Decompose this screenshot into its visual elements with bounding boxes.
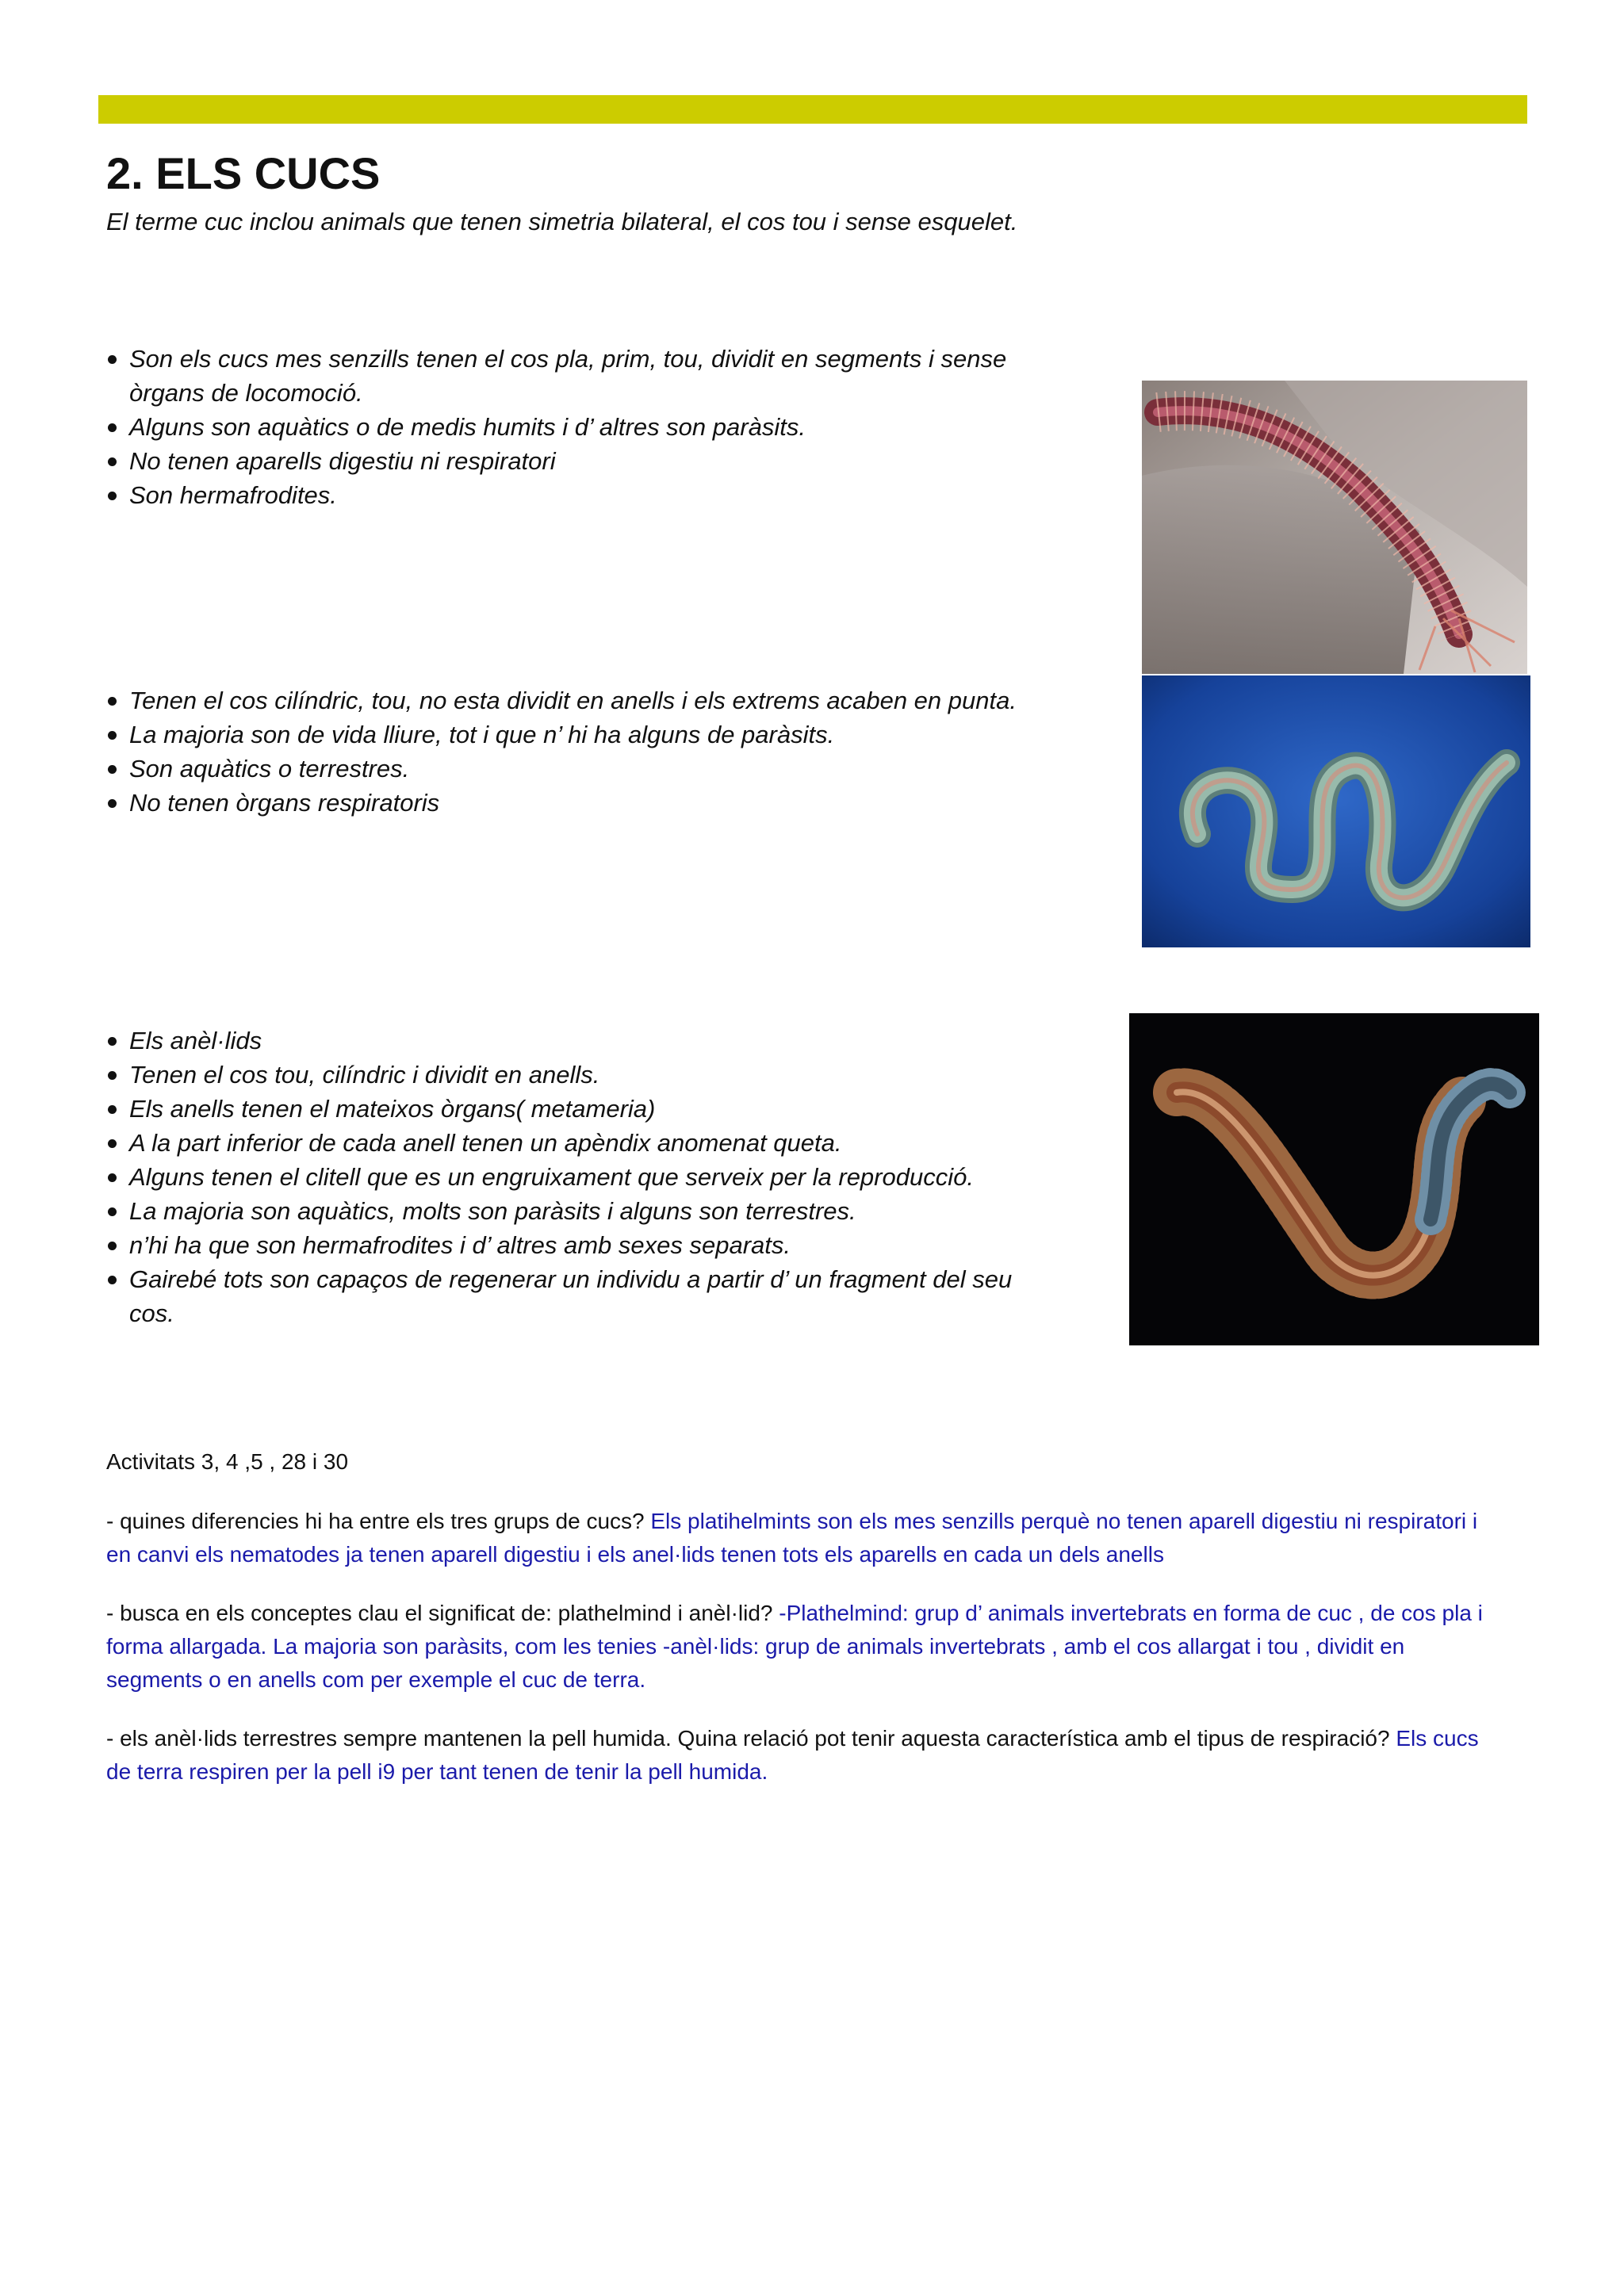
list-item: No tenen òrgans respiratoris xyxy=(106,786,1113,820)
question-text: - els anèl·lids terrestres sempre mantenen la pell humida. Quina relació pot tenir aquesta característica amb el tipus de respiració? xyxy=(106,1726,1396,1751)
list-item: Alguns son aquàtics o de medis humits i d’ altres son paràsits. xyxy=(106,410,1034,444)
nematode-photo xyxy=(1142,675,1530,947)
flatworm-bullet-list xyxy=(106,342,1034,512)
list-item: Els anèl·lids xyxy=(106,1024,1050,1058)
question-text: - quines diferencies hi ha entre els tres grups de cucs? xyxy=(106,1509,651,1533)
annelid-photo xyxy=(1129,1013,1539,1345)
answer-text: -Plathelmind: grup d’ animals invertebrats en forma de cuc , de cos pla i forma allargada. La majoria son paràsits, com les tenies -anèl·lids: grup de animals invertebrats , amb el cos allargat i tou , dividit en segments o en anells com per exemple el cuc de terra. xyxy=(106,1601,1483,1692)
list-item: Gairebé tots son capaços de regenerar un individu a partir d’ un fragment del seu cos. xyxy=(106,1262,1050,1330)
answer-text: Els cucs de terra respiren per la pell i9 per tant tenen de tenir la pell humida. xyxy=(106,1726,1479,1784)
flatworm-photo xyxy=(1142,381,1527,674)
answer-text: Els platihelmints son els mes senzills perquè no tenen aparell digestiu ni respiratori i en canvi els nematodes ja tenen aparell digestiu i els anel·lids tenen tots els aparells en cada un dels anells xyxy=(106,1509,1478,1567)
activities-heading: Activitats 3, 4 ,5 , 28 i 30 xyxy=(106,1449,349,1474)
annelid-bullet-list xyxy=(106,1024,1050,1330)
list-item: Alguns tenen el clitell que es un engruixament que serveix per la reproducció. xyxy=(106,1160,1050,1194)
page-subtitle: El terme cuc inclou animals que tenen simetria bilateral, el cos tou i sense esquelet. xyxy=(106,208,1018,235)
list-item: Son hermafrodites. xyxy=(106,478,1034,512)
header-accent-bar xyxy=(98,95,1527,124)
activity-question-1 xyxy=(106,1505,1502,1571)
question-text: - busca en els conceptes clau el significat de: plathelmind i anèl·lid? xyxy=(106,1601,779,1625)
nematode-bullet-list xyxy=(106,683,1113,820)
activity-question-3 xyxy=(106,1722,1502,1789)
list-item: La majoria son aquàtics, molts son paràsits i alguns son terrestres. xyxy=(106,1194,1050,1228)
list-item: A la part inferior de cada anell tenen un apèndix anomenat queta. xyxy=(106,1126,1050,1160)
list-item: Son els cucs mes senzills tenen el cos pla, prim, tou, dividit en segments i sense òrgans de locomoció. xyxy=(106,342,1034,410)
list-item: No tenen aparells digestiu ni respiratori xyxy=(106,444,1034,478)
list-item: Els anells tenen el mateixos òrgans( metameria) xyxy=(106,1092,1050,1126)
list-item: Tenen el cos cilíndric, tou, no esta dividit en anells i els extrems acaben en punta. xyxy=(106,683,1113,718)
list-item: Son aquàtics o terrestres. xyxy=(106,752,1113,786)
page-title: 2. ELS CUCS xyxy=(106,148,381,198)
list-item: La majoria son de vida lliure, tot i que n’ hi ha alguns de paràsits. xyxy=(106,718,1113,752)
activity-question-2 xyxy=(106,1597,1502,1697)
list-item: n’hi ha que son hermafrodites i d’ altres amb sexes separats. xyxy=(106,1228,1050,1262)
list-item: Tenen el cos tou, cilíndric i dividit en anells. xyxy=(106,1058,1050,1092)
